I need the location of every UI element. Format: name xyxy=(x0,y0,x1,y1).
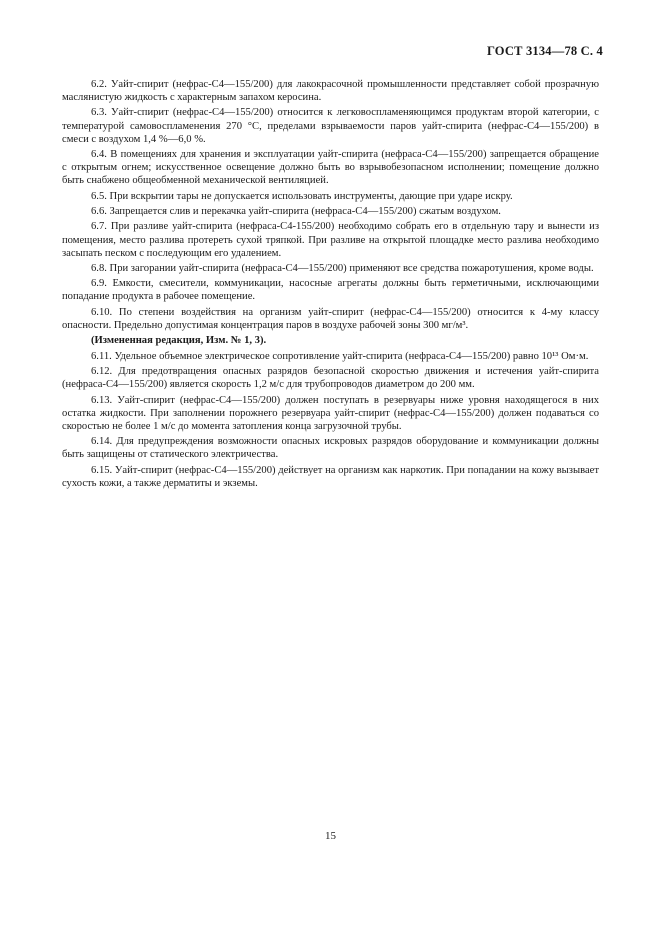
paragraph-6-2: 6.2. Уайт-спирит (нефрас-С4—155/200) для лакокрасочной промышленности представляет собой прозрачную маслянистую жидкость с характерным запахом керосина. xyxy=(62,79,599,104)
paragraph-6-7: 6.7. При разливе уайт-спирита (нефраса-С4-155/200) необходимо собрать его в отдельную тару и вынести из помещения, место разлива протереть сухой тряпкой. При разливе на открытой площадке место разлива необходимо засыпать песком с последующим его удалением. xyxy=(62,221,599,259)
paragraph-6-10: 6.10. По степени воздействия на организм уайт-спирит (нефрас-С4—155/200) относится к 4-му классу опасности. Предельно допустимая концентрация паров в воздухе рабочей зоны 300 мг/м³. xyxy=(62,306,599,331)
paragraph-6-13: 6.13. Уайт-спирит (нефрас-С4—155/200) должен поступать в резервуары ниже уровня находящегося в них остатка жидкости. При заполнении порожнего резервуара уайт-спирит (нефрас-С4—155/200) должен подаваться со скоростью не более 1 м/с до момента затопления конца загрузочной трубы. xyxy=(62,394,599,432)
paragraph-6-9: 6.9. Емкости, смесители, коммуникации, насосные агрегаты должны быть герметичными, исключающими попадание продукта в рабочее помещение. xyxy=(62,278,599,303)
paragraph-6-3: 6.3. Уайт-спирит (нефрас-С4—155/200) относится к легковоспламеняющимся продуктам второй категории, с температурой самовоспламенения 270 °С, пределами взрываемости паров уайт-спирита (нефрас-С4—155/200) в смеси с воздухом 1,4 %—6,0 %. xyxy=(62,107,599,145)
amendment-note: (Измененная редакция, Изм. № 1, 3). xyxy=(91,335,267,347)
document-body xyxy=(62,78,599,492)
paragraph-6-15: 6.15. Уайт-спирит (нефрас-С4—155/200) действует на организм как наркотик. При попадании на кожу вызывает сухость кожи, а также дерматиты и экземы. xyxy=(62,464,599,489)
paragraph-6-5: 6.5. При вскрытии тары не допускается использовать инструменты, дающие при ударе искру. xyxy=(91,190,513,202)
paragraph-6-12: 6.12. Для предотвращения опасных разрядов безопасной скоростью движения и истечения уайт-спирита (нефраса-С4—155/200) является скорость 1,2 м/с для трубопроводов диаметром до 200 мм. xyxy=(62,366,599,391)
page-header: ГОСТ 3134—78 С. 4 xyxy=(486,44,603,58)
paragraph-6-6: 6.6. Запрещается слив и перекачка уайт-спирита (нефраса-С4—155/200) сжатым воздухом. xyxy=(91,206,501,218)
page-number: 15 xyxy=(325,830,336,842)
paragraph-6-8: 6.8. При загорании уайт-спирита (нефраса-С4—155/200) применяют все средства пожаротушения, кроме воды. xyxy=(91,263,594,274)
paragraph-6-14: 6.14. Для предупреждения возможности опасных искровых разрядов оборудование и коммуникации должны быть защищены от статического электричества. xyxy=(62,436,599,461)
paragraph-6-4: 6.4. В помещениях для хранения и эксплуатации уайт-спирита (нефраса-С4—155/200) запрещается обращение с открытым огнем; искусственное освещение должно быть во взрывобезопасном исполнении; помещение должно быть снабжено общеобменной механической вентиляцией. xyxy=(62,149,599,187)
paragraph-6-11: 6.11. Удельное объемное электрическое сопротивление уайт-спирита (нефраса-С4—155/200) равно 10¹³ Ом·м. xyxy=(91,350,589,362)
